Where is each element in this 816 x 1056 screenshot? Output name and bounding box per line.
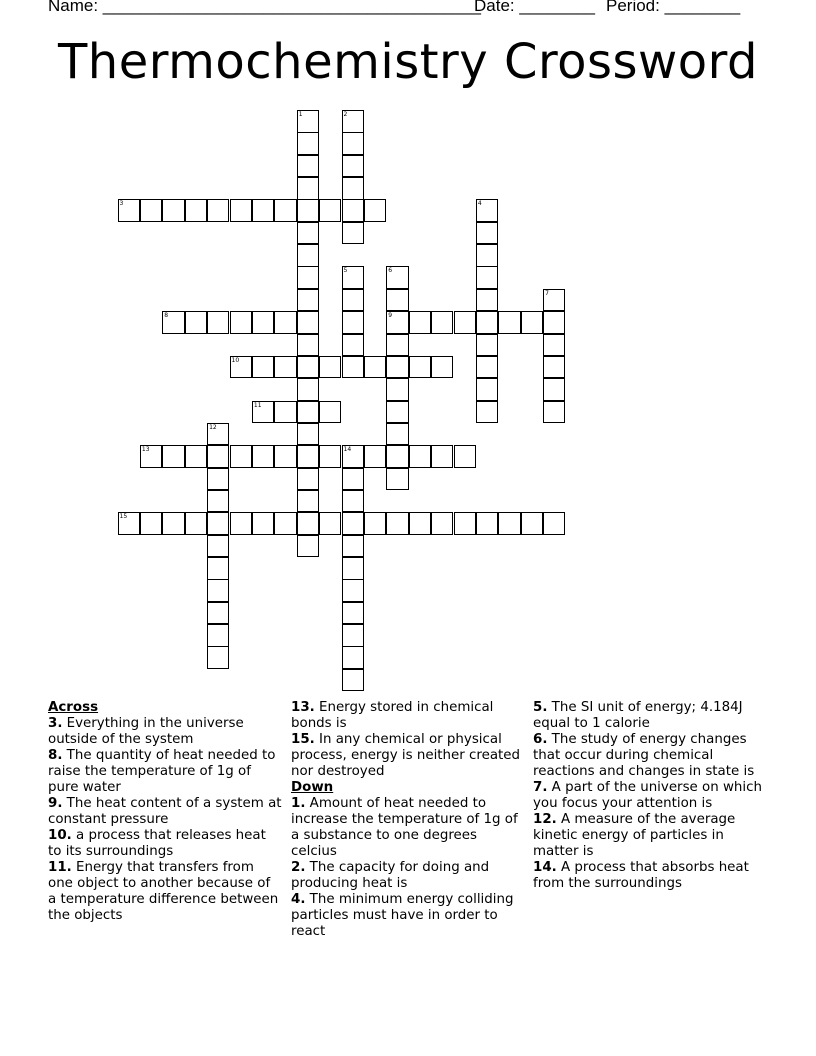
clue-text: Energy stored in chemical bonds is bbox=[291, 700, 494, 731]
grid-cell[interactable] bbox=[297, 490, 319, 513]
grid-cell[interactable] bbox=[230, 199, 252, 222]
clue-number-label: 5 bbox=[343, 267, 348, 275]
clue-text: The capacity for doing and producing heat is bbox=[291, 860, 490, 891]
clue-number-label: 6 bbox=[388, 267, 393, 275]
grid-cell[interactable] bbox=[476, 289, 498, 312]
grid-cell[interactable] bbox=[342, 222, 364, 245]
grid-cell[interactable] bbox=[498, 311, 520, 334]
grid-cell[interactable] bbox=[454, 311, 476, 334]
clue-text: The quantity of heat needed to raise the temperature of 1g of pure water bbox=[48, 748, 276, 795]
clue-number: 9. bbox=[48, 796, 63, 811]
grid-cell[interactable] bbox=[454, 512, 476, 535]
clue-number: 4. bbox=[291, 892, 306, 907]
clue-number-label: 8 bbox=[164, 312, 169, 320]
date-field[interactable]: Date: ________ bbox=[474, 0, 595, 15]
grid-cell[interactable] bbox=[342, 311, 364, 334]
grid-cell[interactable] bbox=[207, 602, 229, 625]
grid-cell[interactable] bbox=[252, 199, 274, 222]
clue-number-label: 2 bbox=[343, 111, 348, 118]
clue-text: Energy that transfers from one object to another because of a temperature difference between the objects bbox=[48, 860, 279, 923]
clue-number: 1. bbox=[291, 796, 306, 811]
grid-cell[interactable] bbox=[162, 445, 184, 468]
clue-text: The minimum energy colliding particles must have in order to react bbox=[291, 892, 514, 939]
grid-cell[interactable] bbox=[252, 445, 274, 468]
clue-number-label: 10 bbox=[231, 356, 240, 364]
grid-cell[interactable] bbox=[140, 512, 162, 535]
grid-cell[interactable] bbox=[476, 199, 498, 222]
grid-cell[interactable] bbox=[162, 311, 184, 334]
grid-cell[interactable] bbox=[319, 512, 341, 535]
grid-cell[interactable] bbox=[319, 401, 341, 424]
grid-cell[interactable] bbox=[342, 177, 364, 200]
grid-cell[interactable] bbox=[431, 445, 453, 468]
grid-cell[interactable] bbox=[207, 311, 229, 334]
grid-cell[interactable] bbox=[297, 266, 319, 289]
clue-number: 8. bbox=[48, 748, 63, 763]
grid-cell[interactable] bbox=[297, 244, 319, 267]
grid-cell[interactable] bbox=[476, 244, 498, 267]
grid-cell[interactable] bbox=[386, 401, 408, 424]
grid-cell[interactable] bbox=[476, 401, 498, 424]
grid-cell[interactable] bbox=[319, 356, 341, 379]
clue-number-label: 4 bbox=[477, 200, 482, 208]
grid-cell[interactable] bbox=[319, 445, 341, 468]
clue-across-8 bbox=[48, 748, 282, 796]
grid-cell[interactable] bbox=[185, 199, 207, 222]
clues-column-1 bbox=[48, 700, 282, 924]
grid-cell[interactable] bbox=[185, 311, 207, 334]
grid-cell[interactable] bbox=[252, 512, 274, 535]
period-field[interactable]: Period: ________ bbox=[606, 0, 741, 15]
grid-cell[interactable] bbox=[207, 646, 229, 669]
grid-cell[interactable] bbox=[386, 311, 408, 334]
grid-cell[interactable] bbox=[207, 199, 229, 222]
grid-cell[interactable] bbox=[476, 222, 498, 245]
grid-cell[interactable] bbox=[297, 356, 319, 379]
down-heading: Down bbox=[291, 780, 334, 795]
clue-down-7 bbox=[533, 780, 773, 812]
grid-cell[interactable] bbox=[297, 445, 319, 468]
clue-across-10 bbox=[48, 828, 282, 860]
grid-cell[interactable] bbox=[274, 512, 296, 535]
clue-down-14 bbox=[533, 860, 773, 892]
grid-cell[interactable] bbox=[342, 110, 364, 133]
clue-text: In any chemical or physical process, energy is neither created nor destroyed bbox=[291, 732, 521, 779]
grid-cell[interactable] bbox=[230, 311, 252, 334]
grid-cell[interactable] bbox=[386, 289, 408, 312]
grid-cell[interactable] bbox=[207, 445, 229, 468]
grid-cell[interactable] bbox=[543, 356, 565, 379]
grid-cell[interactable] bbox=[207, 468, 229, 491]
grid-cell[interactable] bbox=[364, 356, 386, 379]
grid-cell[interactable] bbox=[297, 289, 319, 312]
grid-cell[interactable] bbox=[342, 557, 364, 580]
grid-cell[interactable] bbox=[207, 512, 229, 535]
clue-number: 2. bbox=[291, 860, 306, 875]
grid-cell[interactable] bbox=[230, 445, 252, 468]
clue-down-6 bbox=[533, 732, 773, 780]
grid-cell[interactable] bbox=[207, 535, 229, 558]
grid-cell[interactable] bbox=[342, 289, 364, 312]
grid-cell[interactable] bbox=[274, 401, 296, 424]
clue-text: A measure of the average kinetic energy of particles in matter is bbox=[533, 812, 736, 859]
clue-number-label: 14 bbox=[343, 446, 352, 454]
grid-cell[interactable] bbox=[498, 512, 520, 535]
clue-down-2 bbox=[291, 860, 526, 892]
grid-cell[interactable] bbox=[207, 579, 229, 602]
grid-cell[interactable] bbox=[274, 199, 296, 222]
clue-down-12 bbox=[533, 812, 773, 860]
grid-cell[interactable] bbox=[297, 512, 319, 535]
grid-cell[interactable] bbox=[543, 401, 565, 424]
grid-cell[interactable] bbox=[342, 132, 364, 155]
grid-cell[interactable] bbox=[386, 334, 408, 357]
grid-cell[interactable] bbox=[543, 311, 565, 334]
grid-cell[interactable] bbox=[454, 445, 476, 468]
grid-cell[interactable] bbox=[543, 378, 565, 401]
clue-across-15 bbox=[291, 732, 526, 780]
grid-cell[interactable] bbox=[342, 579, 364, 602]
grid-cell[interactable] bbox=[207, 557, 229, 580]
grid-cell[interactable] bbox=[386, 512, 408, 535]
clue-across-3 bbox=[48, 716, 282, 748]
grid-cell[interactable] bbox=[342, 535, 364, 558]
clue-number: 10. bbox=[48, 828, 72, 843]
clue-number-label: 1 bbox=[298, 111, 303, 118]
grid-cell[interactable] bbox=[543, 289, 565, 312]
grid-cell[interactable] bbox=[342, 199, 364, 222]
grid-cell[interactable] bbox=[297, 222, 319, 245]
grid-cell[interactable] bbox=[364, 512, 386, 535]
clue-number-label: 3 bbox=[119, 200, 124, 208]
grid-cell[interactable] bbox=[297, 423, 319, 446]
grid-cell[interactable] bbox=[297, 311, 319, 334]
grid-cell[interactable] bbox=[252, 401, 274, 424]
grid-cell[interactable] bbox=[342, 624, 364, 647]
across-heading: Across bbox=[48, 700, 99, 715]
clue-text: A part of the universe on which you focus your attention is bbox=[533, 780, 762, 811]
clue-number-label: 7 bbox=[545, 289, 549, 297]
grid-cell[interactable] bbox=[230, 512, 252, 535]
grid-cell[interactable] bbox=[319, 199, 341, 222]
grid-cell[interactable] bbox=[274, 445, 296, 468]
grid-cell[interactable] bbox=[207, 624, 229, 647]
clue-number: 15. bbox=[291, 732, 315, 747]
grid-cell[interactable] bbox=[297, 155, 319, 178]
page-title: Thermochemistry Crossword bbox=[57, 34, 758, 90]
grid-cell[interactable] bbox=[297, 535, 319, 558]
grid-cell[interactable] bbox=[207, 490, 229, 513]
grid-cell[interactable] bbox=[364, 199, 386, 222]
clue-number: 6. bbox=[533, 732, 548, 747]
grid-cell[interactable] bbox=[185, 512, 207, 535]
clue-number: 3. bbox=[48, 716, 63, 731]
clues-column-3 bbox=[533, 700, 773, 892]
grid-cell[interactable] bbox=[342, 445, 364, 468]
clue-number-label: 12 bbox=[209, 423, 217, 431]
grid-cell[interactable] bbox=[297, 401, 319, 424]
clue-across-13 bbox=[291, 700, 526, 732]
grid-cell[interactable] bbox=[409, 356, 431, 379]
clue-number: 11. bbox=[48, 860, 72, 875]
grid-cell[interactable] bbox=[386, 356, 408, 379]
clue-number-label: 9 bbox=[388, 312, 393, 320]
grid-cell[interactable] bbox=[342, 669, 364, 692]
grid-cell[interactable] bbox=[342, 266, 364, 289]
grid-cell[interactable] bbox=[140, 199, 162, 222]
grid-cell[interactable] bbox=[342, 155, 364, 178]
grid-cell[interactable] bbox=[274, 311, 296, 334]
grid-cell[interactable] bbox=[386, 378, 408, 401]
grid-cell[interactable] bbox=[342, 646, 364, 669]
clue-text: The SI unit of energy; 4.184J equal to 1 calorie bbox=[533, 700, 743, 731]
grid-cell[interactable] bbox=[386, 468, 408, 491]
clue-number: 14. bbox=[533, 860, 557, 875]
grid-cell[interactable] bbox=[543, 512, 565, 535]
grid-cell[interactable] bbox=[364, 445, 386, 468]
grid-cell[interactable] bbox=[342, 512, 364, 535]
grid-cell[interactable] bbox=[185, 445, 207, 468]
clue-number: 5. bbox=[533, 700, 548, 715]
grid-cell[interactable] bbox=[342, 602, 364, 625]
grid-cell[interactable] bbox=[297, 110, 319, 133]
clue-down-4 bbox=[291, 892, 526, 940]
grid-cell[interactable] bbox=[476, 311, 498, 334]
grid-cell[interactable] bbox=[386, 423, 408, 446]
grid-cell[interactable] bbox=[342, 334, 364, 357]
clue-down-1 bbox=[291, 796, 526, 860]
grid-cell[interactable] bbox=[409, 445, 431, 468]
clue-across-9 bbox=[48, 796, 282, 828]
grid-cell[interactable] bbox=[297, 334, 319, 357]
clue-number: 7. bbox=[533, 780, 548, 795]
clue-number-label: 13 bbox=[141, 446, 150, 454]
grid-cell[interactable] bbox=[476, 512, 498, 535]
grid-cell[interactable] bbox=[297, 468, 319, 491]
grid-cell[interactable] bbox=[476, 356, 498, 379]
clue-across-11 bbox=[48, 860, 282, 924]
clue-text: The heat content of a system at constant pressure bbox=[48, 796, 282, 827]
grid-cell[interactable] bbox=[386, 266, 408, 289]
clue-down-5 bbox=[533, 700, 773, 732]
grid-cell[interactable] bbox=[431, 512, 453, 535]
grid-cell[interactable] bbox=[521, 311, 543, 334]
grid-cell[interactable] bbox=[476, 378, 498, 401]
grid-cell[interactable] bbox=[297, 177, 319, 200]
grid-cell[interactable] bbox=[342, 490, 364, 513]
clue-number: 13. bbox=[291, 700, 315, 715]
grid-cell[interactable] bbox=[342, 468, 364, 491]
clue-text: a process that releases heat to its surroundings bbox=[48, 828, 266, 859]
grid-cell[interactable] bbox=[274, 356, 296, 379]
grid-cell[interactable] bbox=[476, 266, 498, 289]
grid-cell[interactable] bbox=[476, 334, 498, 357]
clue-number-label: 11 bbox=[253, 401, 262, 409]
clue-text: A process that absorbs heat from the surroundings bbox=[533, 860, 749, 891]
grid-cell[interactable] bbox=[297, 378, 319, 401]
grid-cell[interactable] bbox=[230, 356, 252, 379]
grid-cell[interactable] bbox=[252, 356, 274, 379]
grid-cell[interactable] bbox=[521, 512, 543, 535]
clue-number: 12. bbox=[533, 812, 557, 827]
grid-cell[interactable] bbox=[140, 445, 162, 468]
clue-text: Amount of heat needed to increase the temperature of 1g of a substance to one degrees celcius bbox=[291, 796, 518, 859]
grid-cell[interactable] bbox=[409, 311, 431, 334]
name-field[interactable]: Name: ________________________________________ bbox=[48, 0, 481, 15]
grid-cell[interactable] bbox=[297, 132, 319, 155]
grid-cell[interactable] bbox=[118, 512, 140, 535]
grid-cell[interactable] bbox=[162, 512, 184, 535]
clue-text: The study of energy changes that occur during chemical reactions and changes in state is bbox=[533, 732, 755, 779]
grid-cell[interactable] bbox=[543, 334, 565, 357]
grid-cell[interactable] bbox=[431, 356, 453, 379]
grid-cell[interactable] bbox=[252, 311, 274, 334]
grid-cell[interactable] bbox=[431, 311, 453, 334]
grid-cell[interactable] bbox=[386, 445, 408, 468]
grid-cell[interactable] bbox=[162, 199, 184, 222]
grid-cell[interactable] bbox=[118, 199, 140, 222]
clue-text: Everything in the universe outside of the system bbox=[48, 716, 244, 747]
grid-cell[interactable] bbox=[297, 199, 319, 222]
grid-cell[interactable] bbox=[207, 423, 229, 446]
clues-column-2 bbox=[291, 700, 526, 940]
grid-cell[interactable] bbox=[409, 512, 431, 535]
clue-number-label: 15 bbox=[119, 513, 128, 521]
grid-cell[interactable] bbox=[342, 356, 364, 379]
